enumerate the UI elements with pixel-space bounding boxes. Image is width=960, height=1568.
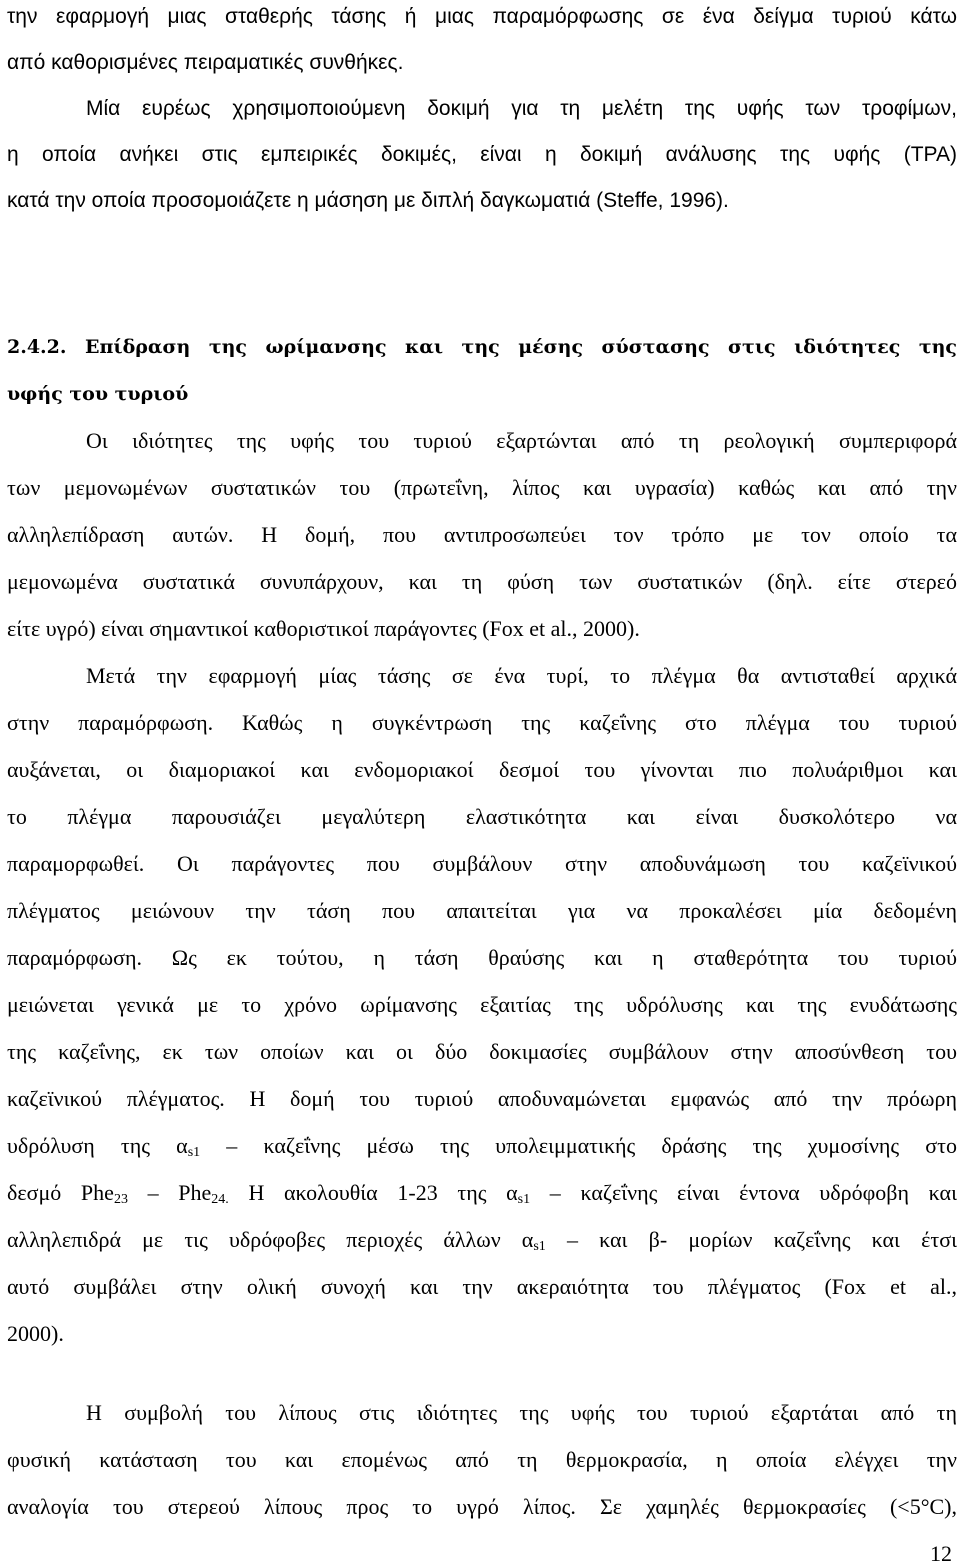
section-heading: 2.4.2. Επίδραση της ωρίμανσης και της μέσης σύστασης στις ιδιότητες της: [7, 336, 957, 358]
body-line: Μετά την εφαρμογή μίας τάσης σε ένα τυρί, το πλέγμα θα αντισταθεί αρχικά: [86, 663, 957, 688]
body-line: μειώνεται γενικά με το χρόνο ωρίμανσης εξαιτίας της υδρόλυσης και της ενυδάτωσης: [7, 992, 957, 1017]
body-line: αυξάνεται, οι διαμοριακοί και ενδομοριακοί δεσμοί του γίνονται πιο πολυάριθμοι και: [7, 757, 957, 782]
final-line-3: αναλογία του στερεού λίπους προς το υγρό λίπος. Σε χαμηλές θερμοκρασίες (<5°C),: [7, 1494, 957, 1519]
intro-line-3: Μία ευρέως χρησιμοποιούμενη δοκιμή για τη μελέτη της υφής των τροφίμων,: [86, 97, 957, 120]
body-line-phe: δεσμό Phe$_{23}$ – Phe$_{24.}$ Η ακολουθία 1-23 της $\alpha_{s1}$ – καζεΐνης είναι έντονα υδρόφοβη και: [7, 1180, 958, 1207]
body-line: παραμορφωθεί. Οι παράγοντες που συμβάλουν στην αποδυνάμωση του καζεϊνικού: [7, 851, 957, 876]
body-line: πλέγματος μειώνουν την τάση που απαιτείται για να προκαλέσει μία δεδομένη: [7, 898, 957, 923]
body-line: της καζεΐνης, εκ των οποίων και οι δύο δοκιμασίες συμβάλουν στην αποσύνθεση του: [7, 1039, 957, 1064]
body-line: αλληλεπίδραση αυτών. Η δομή, που αντιπροσωπεύει τον τρόπο με τον οποίο τα: [7, 522, 957, 547]
body-line: το πλέγμα παρουσιάζει μεγαλύτερη ελαστικότητα και είναι δυσκολότερο να: [7, 804, 957, 829]
intro-line-2: από καθορισμένες πειραματικές συνθήκες.: [7, 51, 404, 74]
intro-line-4: η οποία ανήκει στις εμπειρικές δοκιμές, είναι η δοκιμή ανάλυσης της υφής (TPA): [7, 143, 957, 166]
section-heading-cont: υφής του τυριού: [7, 383, 189, 405]
final-line-2: φυσική κατάσταση του και επομένως από τη θερμοκρασία, η οποία ελέγχει την: [7, 1447, 957, 1472]
intro-line-5: κατά την οποία προσομοιάζετε η μάσηση με διπλή δαγκωματιά (Steffe, 1996).: [7, 189, 729, 212]
body-line: μεμονωμένα συστατικά συνυπάρχουν, και τη φύση των συστατικών (δηλ. είτε στερεό: [7, 569, 957, 594]
body-line: στην παραμόρφωση. Καθώς η συγκέντρωση της καζεΐνης στο πλέγμα του τυριού: [7, 710, 957, 735]
body-line: των μεμονωμένων συστατικών του (πρωτεΐνη, λίπος και υγρασία) καθώς και από την: [7, 475, 957, 500]
body-line: Οι ιδιότητες της υφής του τυριού εξαρτώνται από τη ρεολογική συμπεριφορά: [86, 428, 957, 453]
body-line-beta: αλληλεπιδρά με τις υδρόφοβες περιοχές άλλων $\alpha_{s1}$ – και β- μορίων καζεΐνης και έτσι: [7, 1227, 957, 1254]
body-line: είτε υγρό) είναι σημαντικοί καθοριστικοί παράγοντες (Fox et al., 2000).: [7, 616, 640, 641]
page-number: 12: [930, 1541, 952, 1566]
intro-line-1: την εφαρμογή μιας σταθερής τάσης ή μιας παραμόρφωσης σε ένα δείγμα τυριού κάτω: [7, 5, 957, 28]
body-line: 2000).: [7, 1321, 64, 1346]
body-line: παραμόρφωση. Ως εκ τούτου, η τάση θραύσης και η σταθερότητα του τυριού: [7, 945, 957, 970]
body-line-alpha-s1: υδρόλυση της $\alpha_{s1}$ – καζεΐνης μέσω της υπολειμματικής δράσης της χυμοσίνης στο: [7, 1133, 957, 1160]
body-line: αυτό συμβάλει στην ολική συνοχή και την ακεραιότητα του πλέγματος (Fox et al.,: [7, 1274, 957, 1299]
body-line: καζεϊνικού πλέγματος. Η δομή του τυριού αποδυναμώνεται εμφανώς από την πρόωρη: [7, 1086, 957, 1111]
final-line-1: Η συμβολή του λίπους στις ιδιότητες της υφής του τυριού εξαρτάται από τη: [86, 1400, 957, 1425]
